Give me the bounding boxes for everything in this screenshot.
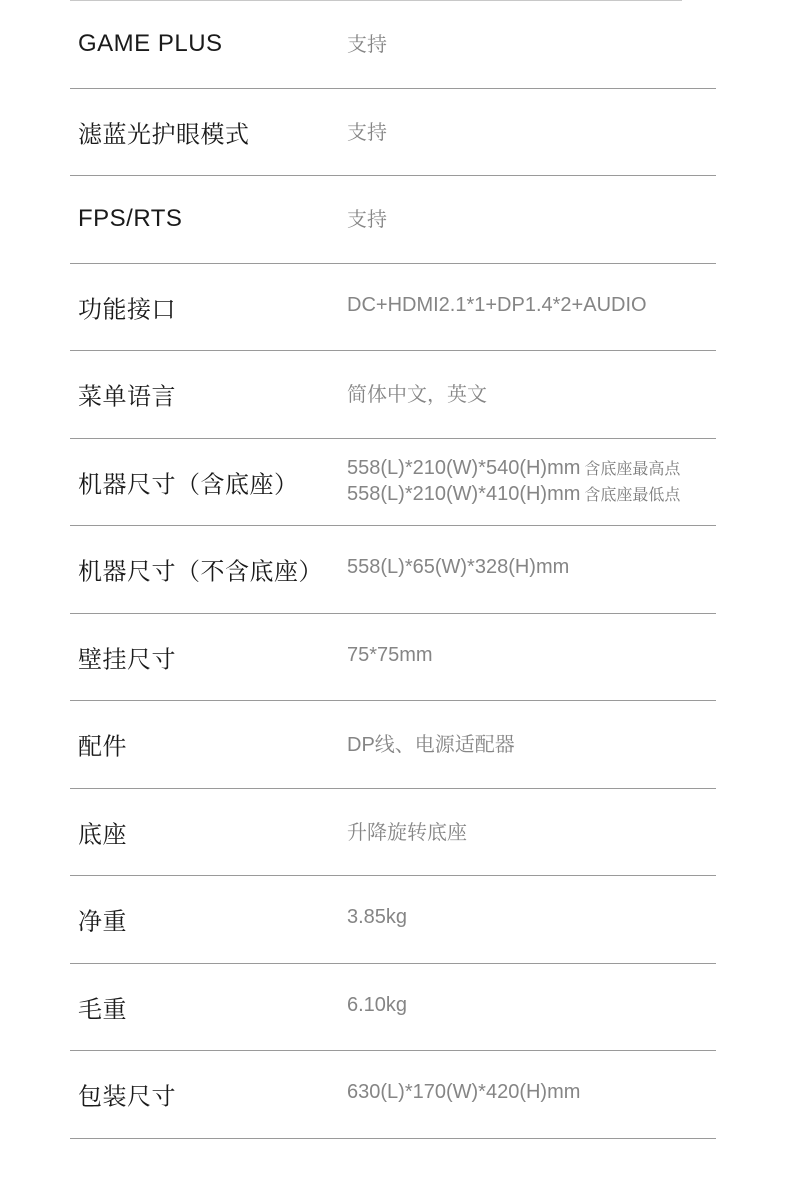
spec-row-ports [70, 264, 716, 352]
spec-row-net-weight [70, 876, 716, 964]
spec-label: 滤蓝光护眼模式 [78, 121, 250, 149]
spec-label: 功能接口 [78, 296, 176, 324]
spec-label: 菜单语言 [78, 383, 176, 411]
spec-row-stand [70, 789, 716, 877]
spec-row-game-plus [70, 1, 716, 89]
spec-label: FPS/RTS [78, 205, 183, 233]
size-max-note: 含底座最高点 [584, 460, 681, 478]
spec-value: 558(L)*65(W)*328(H)mm [347, 556, 570, 579]
size-max-line [347, 456, 680, 482]
spec-value: 630(L)*170(W)*420(H)mm [347, 1081, 581, 1104]
spec-value: DC+HDMI2.1*1+DP1.4*2+AUDIO [347, 293, 647, 316]
spec-row-gross-weight [70, 964, 716, 1052]
spec-row-size-without-stand [70, 526, 716, 614]
spec-value: 6.10kg [347, 993, 408, 1016]
spec-label: GAME PLUS [78, 30, 223, 58]
size-min-value: 558(L)*210(W)*410(H)mm [347, 482, 581, 505]
spec-label: 壁挂尺寸 [78, 646, 176, 674]
spec-label: 底座 [78, 821, 127, 849]
spec-value: 简体中文，英文 [347, 384, 487, 407]
spec-value: 3.85kg [347, 906, 408, 929]
spec-row-blue-light [70, 89, 716, 177]
spec-row-package-size [70, 1051, 716, 1139]
size-max-value: 558(L)*210(W)*540(H)mm [347, 456, 581, 479]
spec-row-fps-rts [70, 176, 716, 264]
spec-value: DP线、电源适配器 [347, 734, 515, 757]
spec-label: 包装尺寸 [78, 1083, 176, 1111]
spec-value: 支持 [347, 121, 387, 144]
spec-label: 配件 [78, 733, 127, 761]
spec-label: 机器尺寸（不含底座） [78, 558, 323, 586]
spec-row-menu-language [70, 351, 716, 439]
spec-row-accessories [70, 701, 716, 789]
spec-label: 机器尺寸（含底座） [78, 471, 299, 499]
size-min-note: 含底座最低点 [584, 486, 681, 504]
spec-value [347, 456, 680, 508]
spec-value: 支持 [347, 34, 387, 57]
size-min-line [347, 482, 680, 508]
spec-row-vesa [70, 614, 716, 702]
spec-value: 75*75mm [347, 643, 433, 666]
spec-row-size-with-stand [70, 439, 716, 527]
spec-value: 支持 [347, 209, 387, 232]
spec-label: 毛重 [78, 996, 127, 1024]
spec-value: 升降旋转底座 [347, 821, 467, 844]
spec-table [70, 0, 716, 1139]
spec-label: 净重 [78, 908, 127, 936]
